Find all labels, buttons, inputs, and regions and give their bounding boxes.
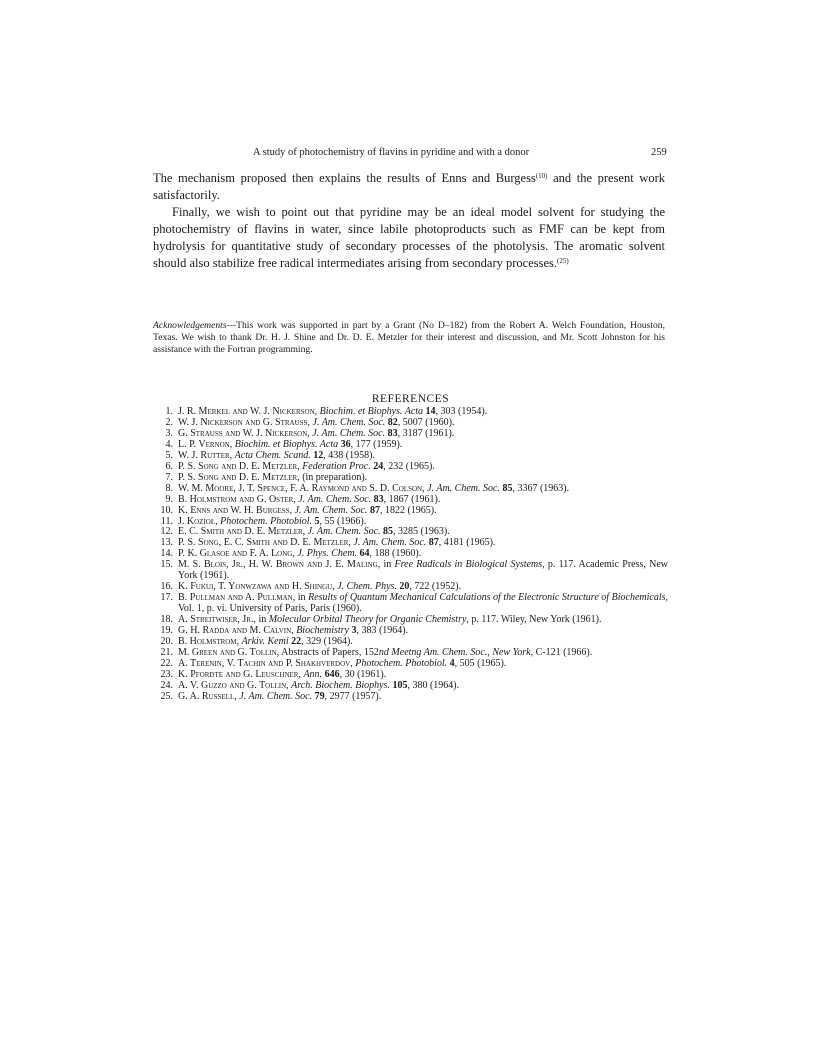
reference-volume: 83	[371, 493, 384, 505]
reference-list	[153, 407, 668, 703]
reference-authors: G. H. Radda and M. Calvin	[178, 625, 292, 637]
reference-number: 16.	[160, 581, 173, 593]
reference-separator: ,	[234, 690, 240, 702]
reference-separator: , in	[253, 614, 269, 626]
reference-separator: ,	[292, 548, 298, 560]
reference-journal: J. Am. Chem. Soc.	[294, 504, 368, 516]
citation-10: (10)	[535, 172, 548, 180]
reference-details: , 329 (1964).	[301, 636, 353, 648]
paragraph-1	[153, 170, 665, 204]
reference-details: , 3187 (1961).	[397, 427, 455, 439]
reference-number: 15.	[160, 559, 173, 571]
reference-journal: Acta Chem. Scand.	[234, 449, 311, 461]
reference-details: , 177 (1959).	[350, 438, 403, 450]
reference-authors: W. J. Nickerson and G. Strauss	[178, 416, 308, 428]
reference-authors: E. C. Smith and D. E. Metzler	[178, 526, 303, 538]
reference-separator: , in	[292, 592, 309, 604]
reference-authors: G. A. Russell	[178, 690, 235, 702]
reference-details: , 303 (1954).	[435, 406, 488, 417]
reference-authors: A. Streitwiser, Jr.	[178, 614, 254, 626]
reference-details: , 55 (1966).	[319, 515, 367, 527]
reference-authors: K. Fukui, T. Yonwzawa and H. Shingu	[178, 581, 333, 593]
reference-separator: ,	[348, 537, 354, 549]
reference-journal: J. Am. Chem. Soc.	[298, 493, 372, 505]
reference-details: , 3367 (1963).	[512, 482, 570, 494]
reference-separator: ,	[215, 515, 221, 527]
paragraph-1-text-b: and the present work satisfactorily.	[153, 171, 665, 202]
reference-volume: 5	[312, 515, 320, 527]
citation-25: (25)	[557, 257, 569, 265]
reference-separator: , (in preparation).	[297, 471, 368, 483]
reference-authors: A. V. Guzzo and G. Tollin	[178, 679, 287, 691]
reference-number: 22.	[160, 657, 173, 669]
reference-separator: ,	[297, 460, 303, 472]
reference-details: , 722 (1952).	[409, 581, 462, 593]
reference-volume: 646	[322, 668, 340, 680]
reference-number: 5.	[165, 449, 173, 461]
reference-separator: ,	[229, 449, 235, 461]
reference-details: , 3285 (1963).	[393, 526, 450, 538]
reference-separator: ,	[236, 636, 242, 648]
reference-item	[153, 692, 668, 703]
reference-number: 8.	[165, 482, 173, 494]
reference-authors: B. Pullman and A. Pullman	[178, 592, 293, 604]
reference-details: , p. 117. Academic Press, New York (1961).	[178, 559, 669, 582]
reference-number: 14.	[160, 548, 173, 560]
reference-journal: nd Meetng Am. Chem. Soc., New York	[378, 646, 531, 658]
reference-journal: Photochem. Photobiol.	[355, 657, 448, 669]
reference-volume: 20	[396, 581, 410, 593]
page-number: 259	[651, 147, 667, 158]
reference-volume: 87	[426, 537, 439, 549]
reference-journal: J. Phys. Chem.	[297, 548, 358, 560]
reference-separator: ,	[314, 406, 320, 417]
reference-journal: J. Am. Chem. Soc.	[312, 427, 386, 439]
reference-authors: W. J. Rutter	[178, 449, 230, 461]
reference-number: 18.	[160, 614, 173, 626]
reference-number: 7.	[165, 471, 173, 483]
reference-separator: ,	[286, 679, 292, 691]
reference-number: 2.	[165, 416, 173, 428]
reference-volume: 12	[310, 449, 324, 461]
reference-number: 19.	[160, 625, 173, 637]
reference-separator: ,	[298, 668, 304, 680]
reference-authors: K. Enns and W. H. Burgess	[178, 504, 290, 516]
reference-journal: J. Chem. Phys.	[337, 581, 397, 593]
reference-authors: J. R. Merkel and W. J. Nickerson	[178, 406, 315, 417]
reference-volume: 105	[389, 679, 408, 691]
reference-volume: 22	[288, 636, 302, 648]
reference-journal: Free Radicals in Biological Systems	[394, 559, 543, 571]
reference-details: , 30 (1961).	[339, 668, 387, 680]
reference-number: 12.	[160, 526, 173, 538]
reference-details: , 232 (1965).	[383, 460, 435, 472]
reference-details: , 380 (1964).	[407, 679, 460, 691]
reference-journal: J. Am. Chem. Soc.	[427, 482, 500, 494]
reference-volume: 3	[348, 625, 357, 637]
reference-separator: ,	[229, 438, 235, 450]
reference-text	[178, 593, 668, 615]
reference-authors: W. M. Moore, J. T. Spence, F. A. Raymond and S. D. Colson	[178, 482, 423, 494]
paragraph-1-text-a: The mechanism proposed then explains the results of Enns and Burgess	[153, 171, 536, 185]
reference-text	[178, 560, 668, 582]
reference-authors: P. S. Song and D. E. Metzler	[178, 471, 298, 483]
reference-separator: , in	[377, 559, 395, 571]
reference-number: 10.	[160, 504, 173, 516]
reference-authors: P. K. Glasoe and F. A. Long	[178, 548, 293, 560]
acknowledgements	[153, 320, 665, 356]
reference-number: 17.	[160, 592, 173, 604]
reference-separator: ,	[302, 526, 308, 538]
reference-journal: Biochim. et Biophys. Acta	[319, 406, 424, 417]
reference-journal: J. Am. Chem. Soc.	[353, 537, 427, 549]
reference-separator: ,	[291, 625, 297, 637]
reference-journal: Ann.	[303, 668, 323, 680]
reference-journal: J. Am. Chem. Soc.	[312, 416, 386, 428]
reference-journal: Results of Quantum Mechanical Calculations of the Electronic Structure of Biochemicals	[308, 592, 666, 604]
paragraph-2-text: Finally, we wish to point out that pyridine may be an ideal model solvent for studying the photochemistry of flavins in water, since labile photoproducts such as FMF can be kept from hydrolysis for quantitative study of secondary processes of the photolysis. The aromatic solvent should also stabilize free radical intermediates arising from secondary processes.	[153, 205, 665, 270]
reference-separator: ,	[332, 581, 338, 593]
running-title: A study of photochemistry of flavins in pyridine and with a donor	[253, 147, 530, 158]
reference-journal: Molecular Orbital Theory for Organic Chemistry	[268, 614, 467, 626]
reference-separator: ,	[293, 493, 299, 505]
references-heading: REFERENCES	[371, 393, 450, 405]
reference-separator: ,	[289, 504, 295, 516]
reference-details: , 1867 (1961).	[383, 493, 441, 505]
reference-journal: Biochim. et Biophys. Acta	[234, 438, 339, 450]
reference-number: 4.	[165, 438, 173, 450]
reference-authors: A. Terenin, V. Tachin and P. Shakhverdov	[178, 657, 351, 669]
reference-details: , 5007 (1960).	[397, 416, 455, 428]
reference-number: 1.	[165, 406, 173, 417]
reference-item	[153, 560, 668, 582]
reference-number: 20.	[160, 636, 173, 648]
reference-journal: Biochemistry	[296, 625, 349, 637]
acknowledgements-label: Acknowledgements	[153, 320, 227, 331]
reference-details: , 438 (1958).	[323, 449, 375, 461]
reference-authors: K. Pfordte and G. Leuschner	[178, 668, 299, 680]
reference-number: 23.	[160, 668, 173, 680]
reference-volume: 24	[370, 460, 384, 472]
reference-details: , C-121 (1966).	[530, 646, 593, 658]
reference-authors: M. Green and G. Tollin	[178, 646, 277, 658]
reference-number: 24.	[160, 679, 173, 691]
reference-volume: 85	[499, 482, 513, 494]
reference-volume: 64	[357, 548, 370, 560]
reference-authors: B. Holmstrom and G. Oster	[178, 493, 294, 505]
acknowledgements-text: —This work was supported in part by a Grant (No D–182) from the Robert A. Welch Foundation, Houston, Texas. We wish to thank Dr. H. J. Shine and Dr. D. E. Metzler for their interest and discussion, and Mr. Scott Johnston for his assistance with the Fortran programming.	[153, 320, 665, 355]
reference-volume: 83	[385, 427, 398, 439]
reference-details: , 383 (1964).	[356, 625, 409, 637]
running-header	[0, 147, 821, 161]
reference-volume: 4	[447, 657, 455, 669]
reference-authors: M. S. Blois, Jr., H. W. Brown and J. E. Maling	[178, 559, 378, 571]
reference-details: , 4181 (1965).	[438, 537, 496, 549]
reference-number: 11.	[160, 515, 173, 527]
reference-volume: 36	[338, 438, 351, 450]
reference-volume: 79	[312, 690, 325, 702]
reference-separator: ,	[350, 657, 356, 669]
reference-number: 25.	[160, 690, 173, 702]
reference-number: 13.	[160, 537, 173, 549]
reference-number: 9.	[165, 493, 173, 505]
reference-authors: J. Kozioł	[178, 515, 216, 527]
reference-authors: P. S. Song and D. E. Metzler	[178, 460, 298, 472]
reference-number: 21.	[160, 646, 173, 658]
reference-separator: , Abstracts of Papers, 152	[276, 646, 379, 658]
reference-text	[178, 692, 668, 703]
reference-details: , 188 (1960).	[369, 548, 422, 560]
reference-details: , 2977 (1957).	[324, 690, 382, 702]
reference-details: , 1822 (1965).	[379, 504, 437, 516]
reference-separator: ,	[307, 416, 313, 428]
reference-journal: J. Am. Chem. Soc.	[307, 526, 381, 538]
paragraph-2	[153, 204, 665, 272]
reference-item	[153, 593, 668, 615]
reference-authors: P. S. Song, E. C. Smith and D. E. Metzler	[178, 537, 349, 549]
reference-details: , p. 117. Wiley, New York (1961).	[466, 614, 602, 626]
reference-journal: Arkiv. Kemi	[241, 636, 289, 648]
reference-details: , Vol. 1, p. vi. University of Paris, Paris (1960).	[178, 592, 668, 615]
reference-authors: B. Holmstrom	[178, 636, 237, 648]
reference-authors: L. P. Vernon	[178, 438, 230, 450]
reference-volume: 87	[367, 504, 380, 516]
reference-journal: Federation Proc.	[302, 460, 371, 472]
reference-separator: ,	[307, 427, 313, 439]
reference-details: , 505 (1965).	[454, 657, 507, 669]
body-text	[153, 170, 665, 272]
reference-volume: 85	[380, 526, 394, 538]
reference-volume: 14	[423, 406, 436, 417]
reference-authors: G. Strauss and W. J. Nickerson	[178, 427, 308, 439]
reference-number: 6.	[165, 460, 173, 472]
reference-journal: Photochem. Photobiol.	[220, 515, 313, 527]
reference-journal: Arch. Biochem. Biophys.	[291, 679, 390, 691]
reference-separator: ,	[422, 482, 428, 494]
reference-number: 3.	[165, 427, 173, 439]
reference-journal: J. Am. Chem. Soc.	[239, 690, 313, 702]
reference-volume: 82	[385, 416, 398, 428]
